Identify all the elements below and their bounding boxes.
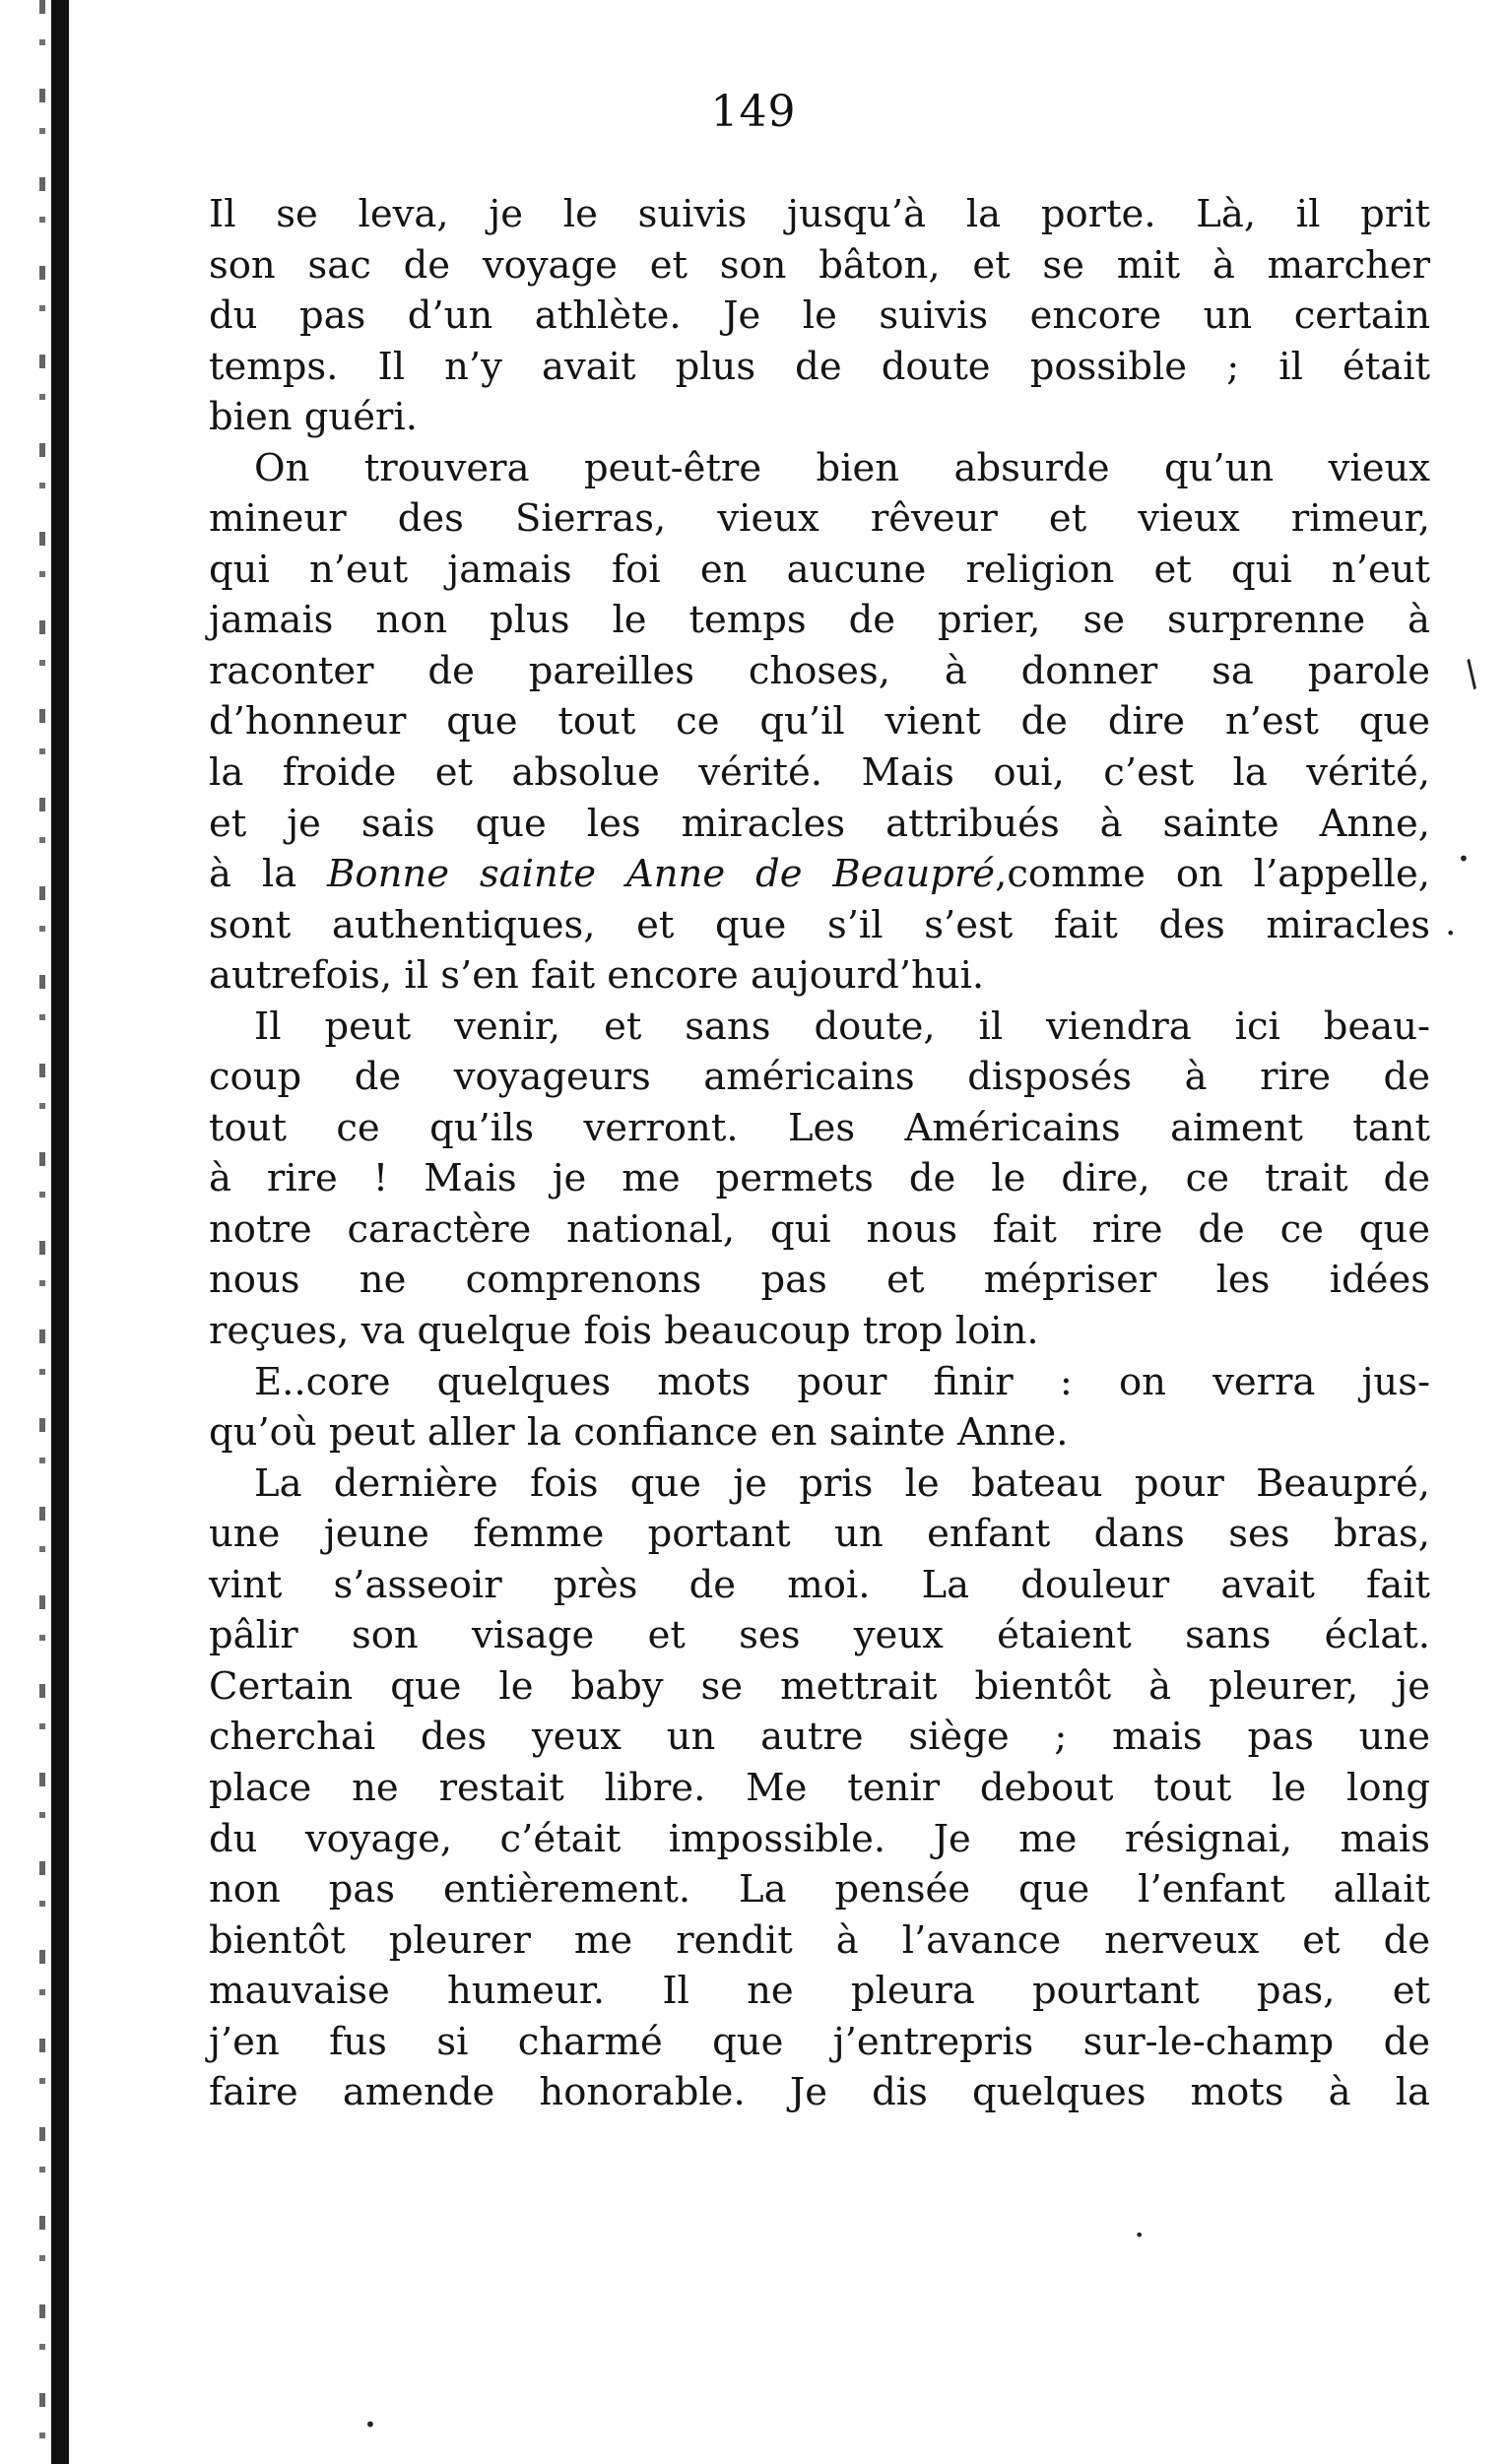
text-line: non pas entièrement. La pensée que l’enfant allait [209,1867,1430,1913]
text-line: du pas d’un athlète. Je le suivis encore un certain [209,293,1430,339]
margin-dot-mark: • [364,2413,376,2436]
text-line: reçues, va quelque fois beaucoup trop loin. [209,1309,1039,1354]
text-line: Certain que le baby se mettrait bientôt à pleurer, je [209,1663,1430,1709]
text-line: temps. Il n’y avait plus de doute possible ; il était [209,344,1430,389]
text-line: coup de voyageurs américains disposés à rire de [209,1055,1430,1100]
text-line: jamais non plus le temps de prier, se surprenne à [209,598,1430,643]
text-line: autrefois, il s’en fait encore aujourd’hui. [209,953,985,999]
text-line: bientôt pleurer me rendit à l’avance nerveux et de [209,1917,1430,1963]
margin-stroke-mark: / [1456,653,1487,695]
page-number: 149 [710,87,797,137]
text-line: qu’où peut aller la confiance en sainte Anne. [209,1410,1069,1456]
text-line: tout ce qu’ils verront. Les Américains aiment tant [209,1105,1430,1150]
text-line: son sac de voyage et son bâton, et se mit à marcher [209,242,1430,288]
text-line: qui n’eut jamais foi en aucune religion et qui n’eut [209,547,1430,592]
text-line: mineur des Sierras, vieux rêveur et vieux rimeur, [209,496,1430,542]
text-line: On trouvera peut-être bien absurde qu’un vieux [254,445,1430,490]
text-line: nous ne comprenons pas et mépriser les idées [209,1258,1430,1303]
text-line: La dernière fois que je pris le bateau pour Beaupré, [254,1460,1430,1506]
body-text [209,189,1430,2118]
margin-dot-mark: • [1135,2226,1145,2244]
text-line: faire amende honorable. Je dis quelques mots à la [209,2070,1430,2115]
text-line: du voyage, c’était impossible. Je me résignai, mais [209,1816,1430,1861]
text-line: à rire ! Mais je me permets de le dire, ce trait de [209,1156,1430,1201]
text-line: et je sais que les miracles attribués à sainte Anne, [209,801,1430,846]
text-line: sont authentiques, et que s’il s’est fait des miracles [209,902,1430,947]
text-line-with-italic [209,849,1430,900]
text-line: vint s’asseoir près de moi. La douleur avait fait [209,1562,1430,1607]
text-line: notre caractère national, qui nous fait rire de ce que [209,1206,1430,1252]
text-line: mauvaise humeur. Il ne pleura pourtant pas, et [209,1969,1430,2014]
text-line: pâlir son visage et ses yeux étaient sans éclat. [209,1613,1430,1658]
margin-dot-mark: • [1458,847,1470,871]
text-line: bien guéri. [209,395,418,440]
text-line: la froide et absolue vérité. Mais oui, c’est la vérité, [209,750,1430,796]
margin-dot-mark: • [1446,924,1456,942]
text-line: E..core quelques mots pour finir : on verra jus- [254,1359,1430,1404]
text-line: Il peut venir, et sans doute, il viendra ici beau- [254,1004,1430,1049]
binding-edge [51,0,69,2464]
binding-edge-dashes [39,0,45,2464]
text-line: une jeune femme portant un enfant dans ses bras, [209,1512,1430,1557]
text-line: Il se leva, je le suivis jusqu’à la porte. Là, il prit [209,192,1430,236]
text-segment: ,comme on l’appelle, [995,852,1430,897]
text-line: d’honneur que tout ce qu’il vient de dire n’est que [209,699,1430,745]
text-segment: à la [209,852,297,897]
italic-title: Bonne sainte Anne de Beaupré [327,852,996,897]
text-line: place ne restait libre. Me tenir debout tout le long [209,1765,1430,1810]
text-line: j’en fus si charmé que j’entrepris sur-le-champ de [209,2019,1430,2064]
text-line: cherchai des yeux un autre siège ; mais pas une [209,1715,1430,1760]
text-line: raconter de pareilles choses, à donner sa parole [209,648,1430,693]
